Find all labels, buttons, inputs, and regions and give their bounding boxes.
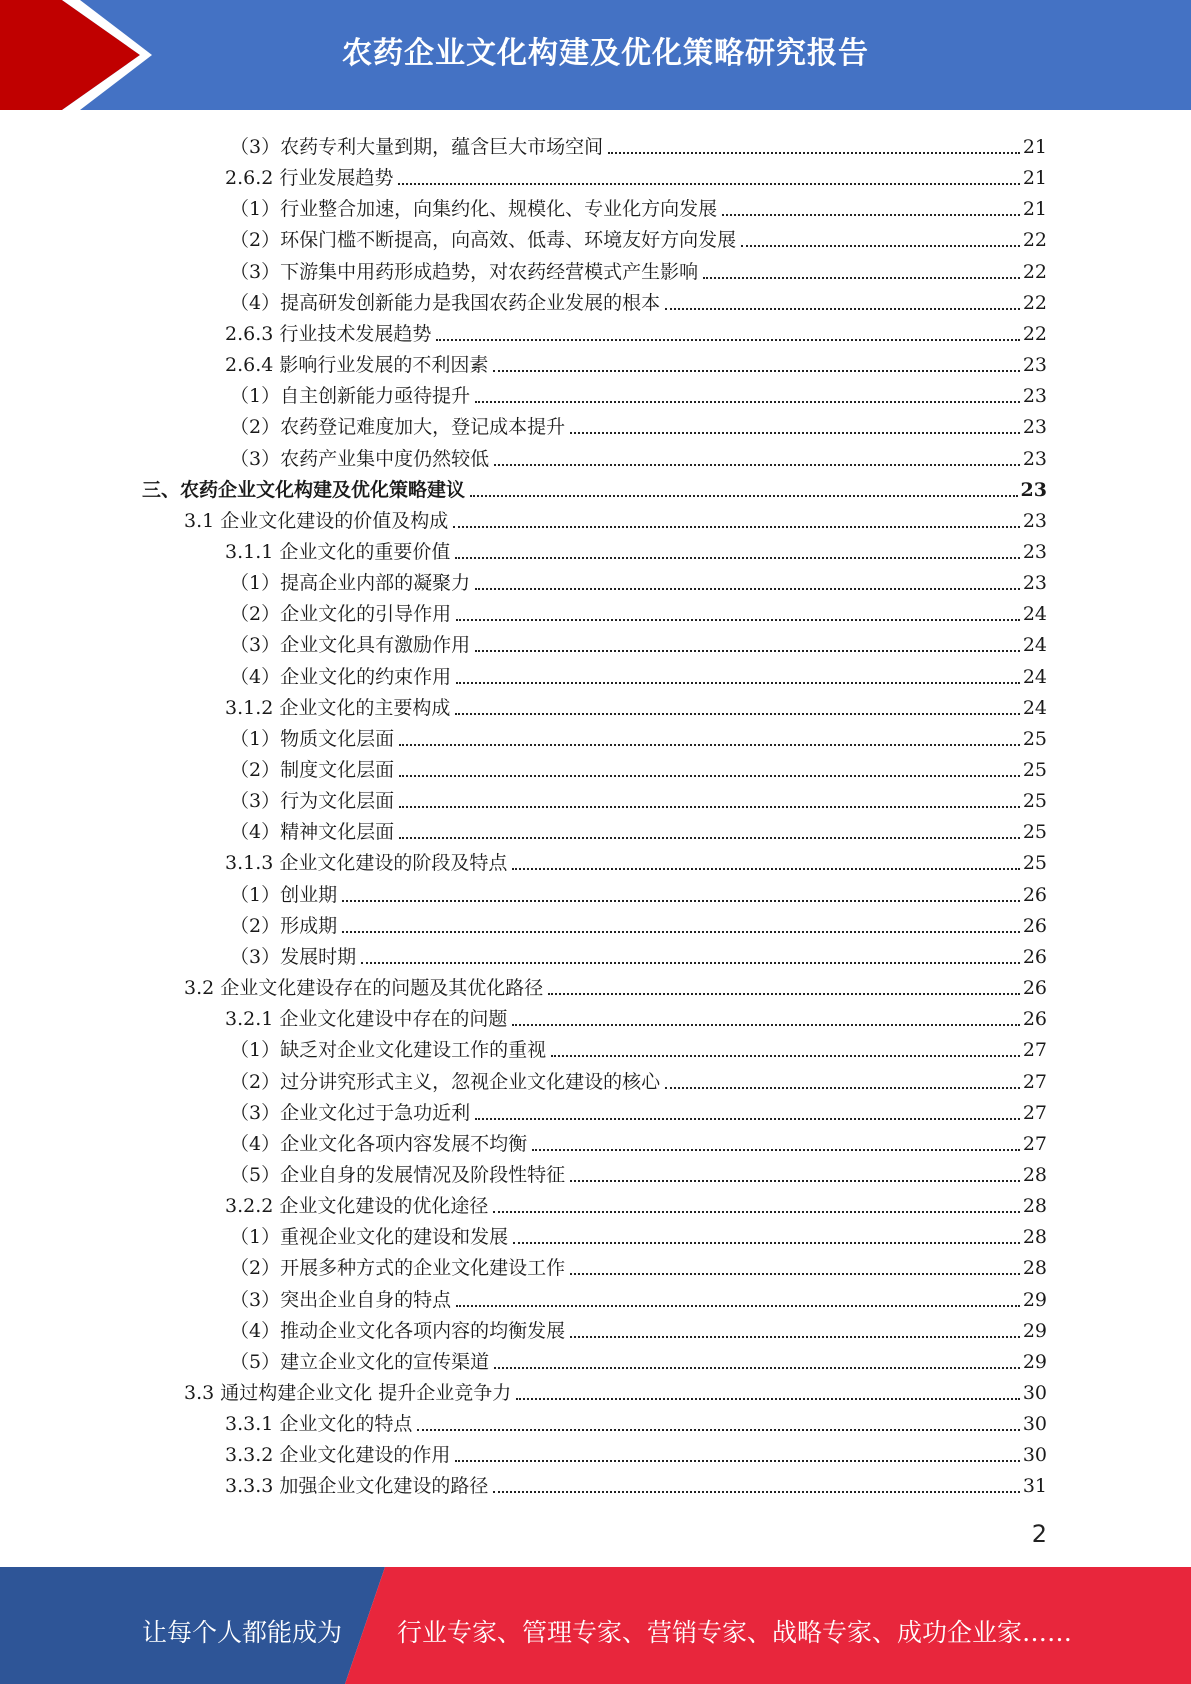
toc-entry[interactable] [230,812,1047,843]
toc-entry[interactable] [225,314,1047,345]
toc-dot-leader [512,1024,1019,1026]
toc-entry-label: （1）创业期 [230,883,338,906]
toc-dot-leader [570,1273,1020,1275]
toc-entry[interactable] [230,1155,1047,1186]
toc-dot-leader [493,1211,1019,1213]
toc-entry[interactable] [184,968,1047,999]
toc-entry[interactable] [230,1248,1047,1279]
toc-entry-page: 29 [1022,1319,1047,1342]
toc-entry-page: 27 [1022,1101,1047,1124]
toc-entry[interactable] [230,1062,1047,1093]
toc-entry-label: （1）物质文化层面 [230,727,395,750]
toc-entry[interactable] [230,1217,1047,1248]
toc-dot-leader [570,1180,1020,1182]
toc-entry-label: （3）企业文化具有激励作用 [230,634,471,657]
toc-dot-leader [494,464,1020,466]
toc-dot-leader [741,245,1020,247]
toc-dot-leader [436,339,1019,341]
toc-entry[interactable] [225,532,1047,563]
toc-dot-leader [703,277,1020,279]
toc-dot-leader [570,432,1020,434]
toc-entry[interactable] [230,407,1047,438]
toc-entry[interactable] [225,1435,1047,1466]
toc-entry[interactable] [230,875,1047,906]
toc-entry-page: 24 [1022,665,1047,688]
toc-dot-leader [361,962,1020,964]
toc-dot-leader [470,495,1018,497]
toc-entry[interactable] [230,439,1047,470]
toc-entry-page: 24 [1022,634,1047,657]
toc-dot-leader [342,931,1020,933]
report-title: 农药企业文化构建及优化策略研究报告 [342,36,869,71]
toc-entry-page: 21 [1022,167,1047,190]
toc-dot-leader [512,868,1019,870]
toc-entry-label: （4）推动企业文化各项内容的均衡发展 [230,1319,566,1342]
toc-dot-leader [399,744,1020,746]
toc-entry-page: 30 [1022,1413,1047,1436]
toc-dot-leader [665,1087,1020,1089]
toc-entry-label: 3.1 企业文化建设的价值及构成 [184,509,449,532]
toc-entry-label: （3）农药产业集中度仍然较低 [230,447,490,470]
toc-entry-page: 29 [1022,1288,1047,1311]
toc-entry-label: 3.2.1 企业文化建设中存在的问题 [225,1008,508,1031]
toc-entry-label: 3.3.1 企业文化的特点 [225,1413,413,1436]
toc-entry-label: 3.3.2 企业文化建设的作用 [225,1444,451,1467]
toc-dot-leader [493,370,1019,372]
toc-entry[interactable] [230,1311,1047,1342]
toc-entry-label: 2.6.3 行业技术发展趋势 [225,322,432,345]
toc-entry-label: 3.1.2 企业文化的主要构成 [225,696,451,719]
page-footer [0,1567,1191,1684]
toc-entry-page: 26 [1022,883,1047,906]
toc-entry-page: 26 [1022,914,1047,937]
toc-entry-page: 23 [1022,447,1047,470]
toc-entry-label: （2）农药登记难度加大，登记成本提升 [230,416,566,439]
toc-entry-label: 2.6.2 行业发展趋势 [225,167,394,190]
toc-dot-leader [342,900,1020,902]
toc-entry-page: 29 [1022,1350,1047,1373]
toc-dot-leader [548,993,1020,995]
toc-entry-label: 3.3.3 加强企业文化建设的路径 [225,1475,489,1498]
toc-dot-leader [494,1367,1020,1369]
toc-entry[interactable] [230,719,1047,750]
toc-entry[interactable] [230,594,1047,625]
toc-entry[interactable] [230,189,1047,220]
toc-entry[interactable] [230,127,1047,158]
toc-entry-page: 30 [1022,1444,1047,1467]
toc-entry-label: （2）环保门槛不断提高，向高效、低毒、环境友好方向发展 [230,229,737,252]
toc-entry-label: （2）形成期 [230,914,338,937]
toc-entry-page: 23 [1022,385,1047,408]
toc-entry-page: 22 [1022,322,1047,345]
toc-entry-page: 23 [1022,509,1047,532]
toc-entry-label: （4）企业文化各项内容发展不均衡 [230,1132,528,1155]
toc-dot-leader [417,1429,1019,1431]
toc-entry-page: 22 [1022,291,1047,314]
toc-entry-page: 28 [1022,1226,1047,1249]
toc-entry-label: 三、农药企业文化构建及优化策略建议 [142,478,466,501]
toc-entry-label: （2）过分讲究形式主义，忽视企业文化建设的核心 [230,1070,661,1093]
toc-entry[interactable] [230,625,1047,656]
toc-dot-leader [475,588,1020,590]
toc-entry-label: （5）建立企业文化的宣传渠道 [230,1350,490,1373]
toc-entry-page: 25 [1022,727,1047,750]
toc-dot-leader [722,214,1020,216]
toc-entry[interactable] [225,1404,1047,1435]
toc-entry-label: （1）重视企业文化的建设和发展 [230,1226,509,1249]
toc-entry[interactable] [230,781,1047,812]
toc-entry-page: 31 [1022,1475,1047,1498]
toc-entry[interactable] [225,1466,1047,1497]
page-number: 2 [1031,1520,1047,1548]
footer-slogan: 让每个人都能成为 [142,1618,343,1647]
toc-entry-label: （3）行为文化层面 [230,790,395,813]
toc-dot-leader [455,1460,1019,1462]
toc-entry-label: （3）企业文化过于急功近利 [230,1101,471,1124]
toc-entry-label: 3.1.1 企业文化的重要价值 [225,540,451,563]
toc-dot-leader [532,1149,1020,1151]
toc-dot-leader [456,619,1020,621]
toc-entry-page: 28 [1022,1163,1047,1186]
toc-entry[interactable] [225,158,1047,189]
toc-entry-page: 28 [1022,1257,1047,1280]
toc-entry[interactable] [184,501,1047,532]
toc-entry-page: 25 [1022,852,1047,875]
toc-entry-page: 27 [1022,1132,1047,1155]
toc-entry[interactable] [230,283,1047,314]
toc-entry[interactable] [230,1342,1047,1373]
toc-dot-leader [456,1305,1020,1307]
toc-entry-page: 28 [1022,1195,1047,1218]
toc-entry[interactable] [230,1280,1047,1311]
toc-entry-label: （3）农药专利大量到期，蕴含巨大市场空间 [230,136,604,158]
toc-dot-leader [399,775,1020,777]
toc-entry-label: （1）自主创新能力亟待提升 [230,385,471,408]
toc-entry-page: 23 [1020,478,1047,501]
toc-dot-leader [516,1398,1020,1400]
toc-entry-page: 23 [1022,354,1047,377]
toc-entry[interactable] [230,750,1047,781]
toc-dot-leader [455,713,1019,715]
toc-entry-label: （1）行业整合加速，向集约化、规模化、专业化方向发展 [230,198,718,221]
toc-dot-leader [570,1336,1020,1338]
toc-entry-page: 27 [1022,1070,1047,1093]
toc-entry[interactable] [225,843,1047,874]
toc-entry-label: （2）制度文化层面 [230,759,395,781]
toc-entry-label: （2）企业文化的引导作用 [230,603,452,626]
toc-entry-page: 22 [1022,260,1047,283]
toc-entry[interactable] [184,1373,1047,1404]
toc-entry[interactable] [230,937,1047,968]
toc-entry[interactable] [225,345,1047,376]
toc-entry[interactable] [142,470,1047,501]
toc-entry-page: 26 [1022,1008,1047,1031]
toc-dot-leader [399,806,1020,808]
toc-entry-label: （1）缺乏对企业文化建设工作的重视 [230,1039,547,1062]
toc-entry-label: （4）提高研发创新能力是我国农药企业发展的根本 [230,291,661,314]
toc-entry[interactable] [230,376,1047,407]
toc-dot-leader [475,401,1020,403]
toc-entry-label: （3）下游集中用药形成趋势，对农药经营模式产生影响 [230,260,699,283]
toc-entry[interactable] [230,657,1047,688]
toc-entry[interactable] [225,688,1047,719]
toc-dot-leader [456,682,1020,684]
toc-dot-leader [608,152,1020,154]
toc-entry-label: （4）企业文化的约束作用 [230,665,452,688]
toc-entry-page: 21 [1022,198,1047,221]
toc-entry-page: 23 [1022,416,1047,439]
toc-entry[interactable] [230,1030,1047,1061]
toc-entry-label: 2.6.4 影响行业发展的不利因素 [225,354,489,377]
toc-entry-label: （3）突出企业自身的特点 [230,1288,452,1311]
toc-entry-label: （1）提高企业内部的凝聚力 [230,572,471,595]
toc-entry-page: 25 [1022,821,1047,844]
toc-entry-page: 25 [1022,790,1047,813]
toc-entry[interactable] [230,252,1047,283]
toc-entry-label: （4）精神文化层面 [230,821,395,844]
toc-dot-leader [398,183,1019,185]
toc-entry-page: 26 [1022,977,1047,1000]
toc-dot-leader [551,1055,1020,1057]
toc-dot-leader [399,837,1020,839]
toc-entry-page: 21 [1022,136,1047,158]
toc-entry-page: 30 [1022,1382,1047,1404]
toc-entry-page: 24 [1022,696,1047,719]
toc-dot-leader [453,526,1020,528]
toc-entry-label: （5）企业自身的发展情况及阶段性特征 [230,1163,566,1186]
toc-entry-label: （2）开展多种方式的企业文化建设工作 [230,1257,566,1280]
page-header [0,0,1191,110]
toc-entry-page: 24 [1022,603,1047,626]
toc-entry[interactable] [225,999,1047,1030]
toc-entry[interactable] [230,1093,1047,1124]
toc-entry-label: 3.3 通过构建企业文化 提升企业竞争力 [184,1382,512,1404]
toc-dot-leader [475,1118,1020,1120]
toc-entry-page: 23 [1022,572,1047,595]
toc-entry-page: 22 [1022,229,1047,252]
footer-roles: 行业专家、管理专家、营销专家、战略专家、成功企业家…… [397,1618,1073,1647]
toc-entry-label: 3.1.3 企业文化建设的阶段及特点 [225,852,508,875]
toc-dot-leader [493,1491,1019,1493]
toc-entry[interactable] [230,1124,1047,1155]
toc-entry-label: 3.2 企业文化建设存在的问题及其优化路径 [184,977,544,1000]
toc-dot-leader [475,650,1020,652]
toc-entry-label: 3.2.2 企业文化建设的优化途径 [225,1195,489,1218]
toc-entry-page: 26 [1022,945,1047,968]
toc-entry[interactable] [225,1186,1047,1217]
toc-entry[interactable] [230,220,1047,251]
toc-entry-label: （3）发展时期 [230,945,357,968]
toc-entry-page: 27 [1022,1039,1047,1062]
toc-entry[interactable] [230,906,1047,937]
toc-entry[interactable] [230,563,1047,594]
toc-dot-leader [513,1242,1020,1244]
toc-entry-page: 23 [1022,540,1047,563]
toc-entry-page: 25 [1022,759,1047,781]
toc-dot-leader [455,557,1019,559]
toc-dot-leader [665,308,1020,310]
